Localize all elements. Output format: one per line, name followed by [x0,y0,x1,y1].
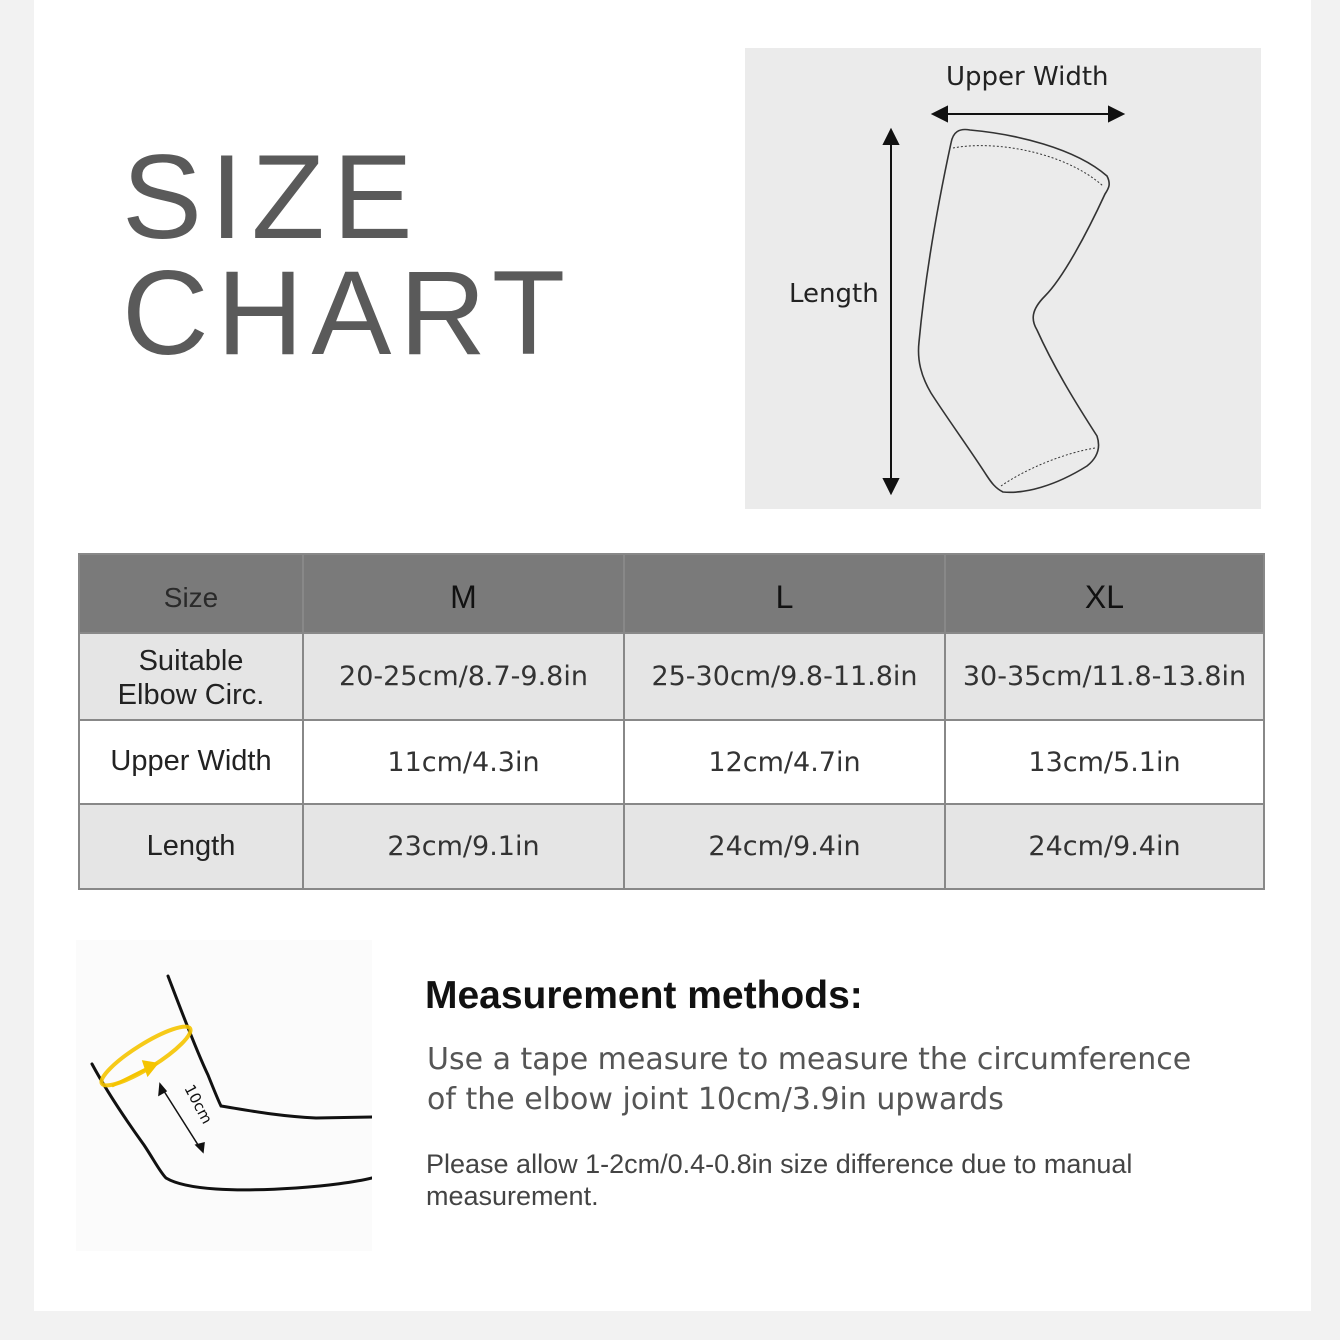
table-cell: 13cm/5.1in [945,720,1264,804]
table-cell: 23cm/9.1in [303,804,624,889]
length-label: Length [789,279,879,309]
upper-width-label: Upper Width [946,62,1109,92]
table-row [79,633,1264,720]
title-line-1: SIZE [122,130,421,264]
table-row [79,804,1264,889]
row-label-elbow-circ: Suitable Elbow Circ. [79,633,303,720]
table-cell: 20-25cm/8.7-9.8in [303,633,624,720]
tape-measure-icon [96,1018,197,1093]
arm-outline [92,976,372,1190]
table-cell: 25-30cm/9.8-11.8in [624,633,945,720]
measurement-description: Use a tape measure to measure the circumference of the elbow joint 10cm/3.9in upwards [427,1042,1192,1117]
measurement-title: Measurement methods: [425,974,863,1017]
distance-label: 10cm [180,1081,217,1127]
table-cell: 30-35cm/11.8-13.8in [945,633,1264,720]
table-cell: 24cm/9.4in [624,804,945,889]
measurement-note: Please allow 1-2cm/0.4-0.8in size difference due to manual measurement. [426,1149,1133,1211]
size-table [78,553,1265,890]
table-cell: 12cm/4.7in [624,720,945,804]
upper-width-arrow [933,107,1123,121]
header-l: L [624,554,945,633]
table-header-row [79,554,1264,633]
row-label-upper-width: Upper Width [79,720,303,804]
header-xl: XL [945,554,1264,633]
arm-measure-icon [76,940,372,1251]
row-label-length: Length [79,804,303,889]
sleeve-outline [919,130,1110,493]
title-line-2: CHART [122,246,574,380]
table-cell: 24cm/9.4in [945,804,1264,889]
table-row [79,720,1264,804]
header-size: Size [79,554,303,633]
measure-arrow [112,1062,156,1086]
table-cell: 11cm/4.3in [303,720,624,804]
measurement-illustration [76,940,372,1251]
header-m: M [303,554,624,633]
length-arrow [884,130,898,493]
